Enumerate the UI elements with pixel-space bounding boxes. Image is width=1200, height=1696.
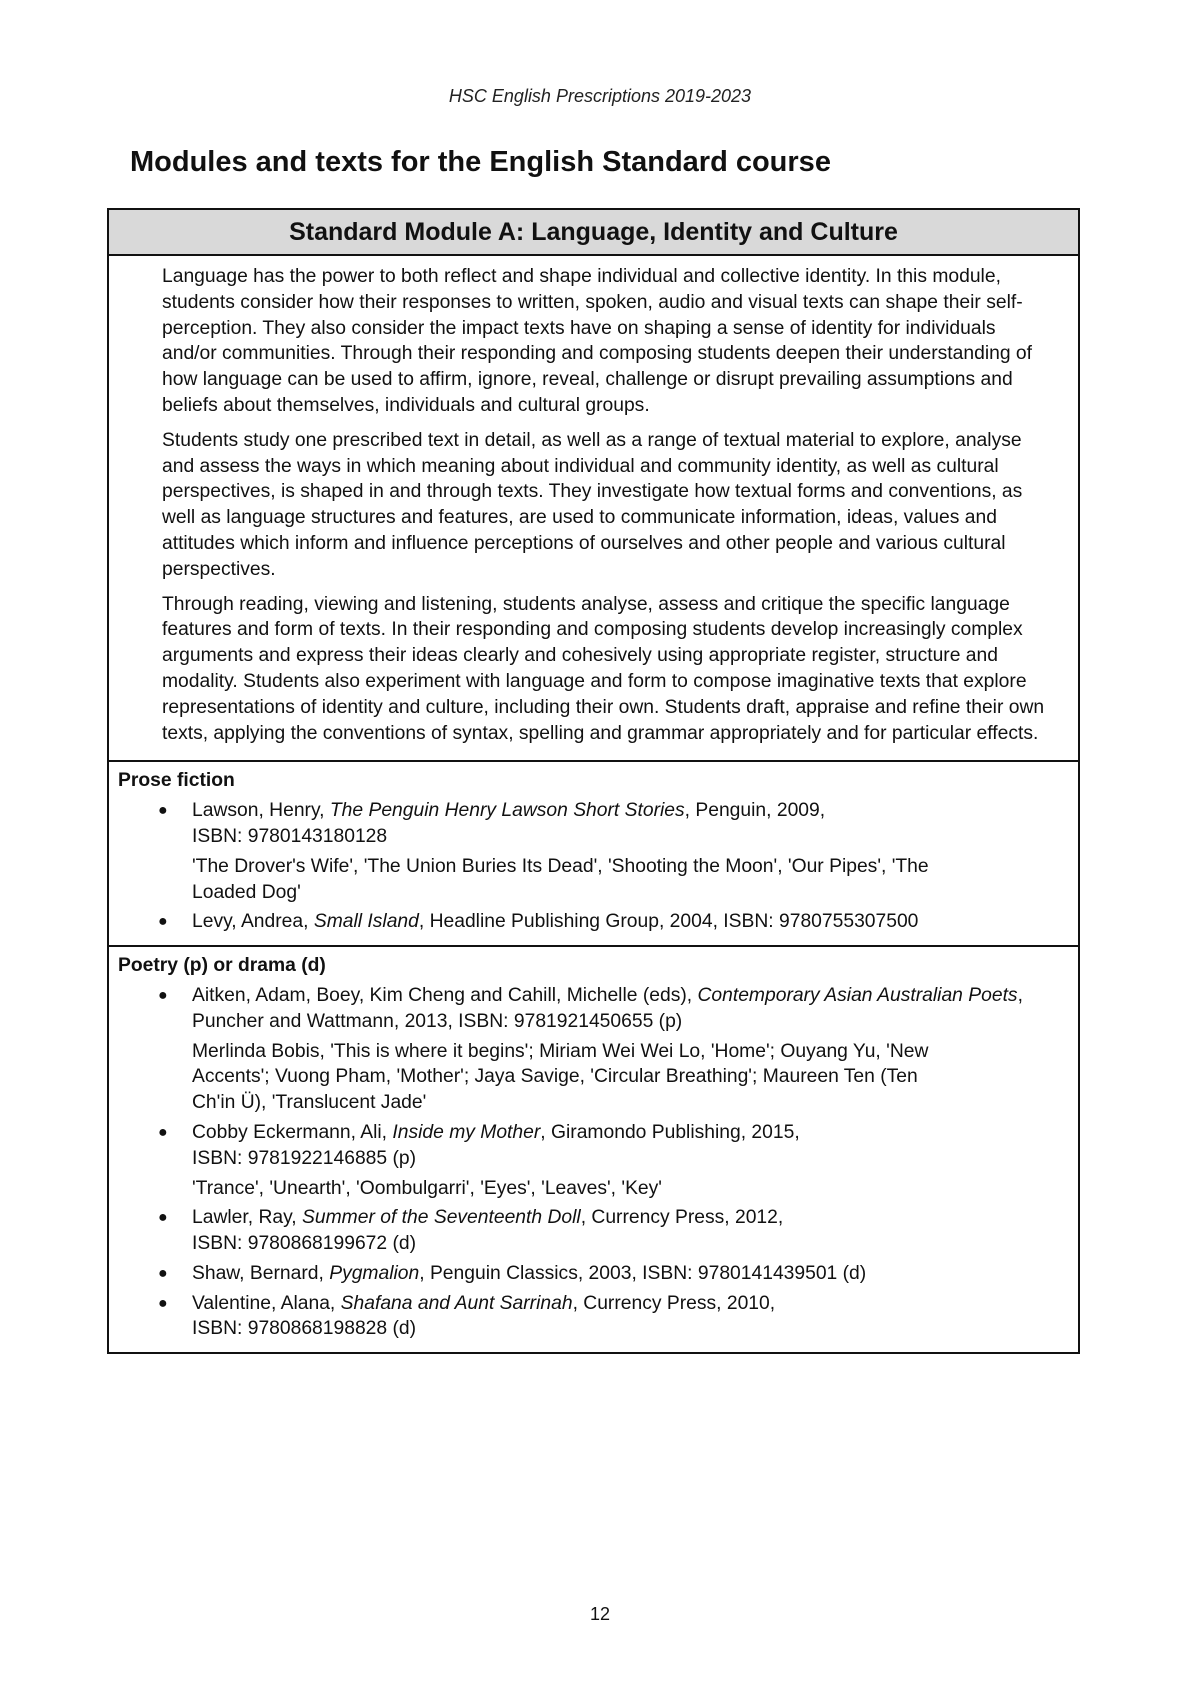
section-label: Poetry (p) or drama (d) [118, 955, 326, 977]
bullet-icon: ● [158, 1123, 168, 1141]
citation-publisher: , Puncher and Wattmann, 2013, ISBN: 9781921450655 (p) [192, 984, 1023, 1032]
bullet-icon: ● [158, 913, 168, 931]
bullet-icon: ● [158, 986, 168, 1004]
citation-isbn: ISBN: 9780868198828 (d) [192, 1318, 417, 1340]
description-paragraph: Through reading, viewing and listening, students analyse, assess and critique the specific language features and form of texts. In their responding and composing students develop increasingly complex arguments and express their ideas clearly and cohesively using appropriate register, structure and modality. Students also experiment with language and form to compose imaginative texts that explore representations of identity and culture, including their own. Students draft, appraise and refine their own texts, applying the conventions of syntax, spelling and grammar appropriately and for particular effects. [162, 593, 1045, 744]
note-line: Accents'; Vuong Pham, 'Mother'; Jaya Savige, 'Circular Breathing'; Maureen Ten (Ten [192, 1066, 918, 1088]
citation [192, 1120, 1060, 1146]
citation-author: Levy, Andrea, [192, 911, 309, 933]
citation-title: Inside my Mother [392, 1121, 541, 1143]
citation-title: Summer of the Seventeenth Doll [302, 1207, 581, 1229]
description-paragraph: Language has the power to both reflect and shape individual and collective identity. In this module, students consider how their responses to written, spoken, audio and visual texts can shape their self-perception. They also consider the impact texts have on shaping a sense of identity for individuals and/or communities. Through their responding and composing students deepen their understanding of how language can be used to affirm, ignore, reveal, challenge or disrupt prevailing assumptions and beliefs about themselves, individuals and cultural groups. [162, 266, 1033, 416]
running-header: HSC English Prescriptions 2019-2023 [448, 86, 752, 106]
citation-author: Shaw, Bernard, [192, 1262, 324, 1284]
section-prose-fiction [109, 762, 1078, 945]
bullet-icon: ● [158, 1294, 168, 1312]
list-item [118, 1205, 1060, 1257]
citation [192, 1205, 1060, 1231]
section-label: Prose fiction [118, 770, 235, 792]
page-number: 12 [589, 1604, 611, 1624]
citation-author: Cobby Eckermann, Ali, [192, 1121, 388, 1143]
list-item [118, 1261, 1060, 1287]
list-item [118, 798, 1060, 905]
bullet-icon: ● [158, 1264, 168, 1282]
note-line: Merlinda Bobis, 'This is where it begins'; Miriam Wei Wei Lo, 'Home'; Ouyang Yu, 'New [192, 1040, 929, 1062]
citation-author: Lawson, Henry, [192, 800, 325, 822]
note-line: Ch'in Ü), 'Translucent Jade' [192, 1092, 427, 1114]
citation-publisher: , Penguin Classics, 2003, ISBN: 9780141439501 (d) [419, 1262, 867, 1284]
description-paragraph: Students study one prescribed text in detail, as well as a range of textual material to explore, analyse and assess the ways in which meaning about individual and community identity, as well as cultural perspectives, is shaped in and through texts. They investigate how textual forms and conventions, as well as language structures and features, are used to communicate information, ideas, values and attitudes which inform and influence perceptions of ourselves and other people and various cultural perspectives. [162, 429, 1023, 580]
list-item [118, 983, 1060, 1116]
citation-author: Lawler, Ray, [192, 1207, 297, 1229]
bullet-icon: ● [158, 1209, 168, 1227]
module-table [107, 208, 1080, 1354]
list-item [118, 1291, 1060, 1343]
module-heading: Standard Module A: Language, Identity and Culture [109, 210, 1078, 256]
citation [192, 909, 1060, 935]
citation-note [192, 1176, 1060, 1202]
citation-title: Contemporary Asian Australian Poets [697, 984, 1018, 1006]
citation-title: Pygmalion [329, 1262, 420, 1284]
citation-publisher: , Giramondo Publishing, 2015, [540, 1121, 800, 1143]
citation [192, 798, 1060, 824]
citation-author: Aitken, Adam, Boey, Kim Cheng and Cahill, Michelle (eds), [192, 984, 693, 1006]
citation-note [192, 854, 1060, 906]
text-list [118, 983, 1060, 1342]
note-line: 'The Drover's Wife', 'The Union Buries Its Dead', 'Shooting the Moon', 'Our Pipes', 'The [192, 855, 929, 877]
note-line: Loaded Dog' [192, 881, 301, 903]
citation-note [192, 1039, 1060, 1116]
citation-title: The Penguin Henry Lawson Short Stories [329, 800, 685, 822]
citation-isbn: ISBN: 9781922146885 (p) [192, 1147, 417, 1169]
citation [192, 983, 1060, 1035]
citation [192, 1261, 1060, 1287]
citation-title: Shafana and Aunt Sarrinah [340, 1292, 573, 1314]
citation-isbn: ISBN: 9780868199672 (d) [192, 1233, 417, 1255]
citation-isbn: ISBN: 9780143180128 [192, 825, 388, 847]
citation-publisher: , Currency Press, 2012, [580, 1207, 784, 1229]
list-item [118, 1120, 1060, 1201]
section-poetry-drama [109, 945, 1078, 1352]
citation-title: Small Island [313, 911, 419, 933]
citation [192, 1291, 1060, 1317]
text-list [118, 798, 1060, 935]
citation-publisher: , Penguin, 2009, [684, 800, 826, 822]
page-title: Modules and texts for the English Standard course [130, 146, 831, 178]
citation-publisher: , Currency Press, 2010, [572, 1292, 776, 1314]
bullet-icon: ● [158, 802, 168, 820]
note-line: 'Trance', 'Unearth', 'Oombulgarri', 'Eyes', 'Leaves', 'Key' [192, 1177, 662, 1199]
citation-publisher: , Headline Publishing Group, 2004, ISBN: 9780755307500 [418, 911, 919, 933]
list-item [118, 909, 1060, 935]
citation-author: Valentine, Alana, [192, 1292, 336, 1314]
module-description [109, 256, 1078, 762]
